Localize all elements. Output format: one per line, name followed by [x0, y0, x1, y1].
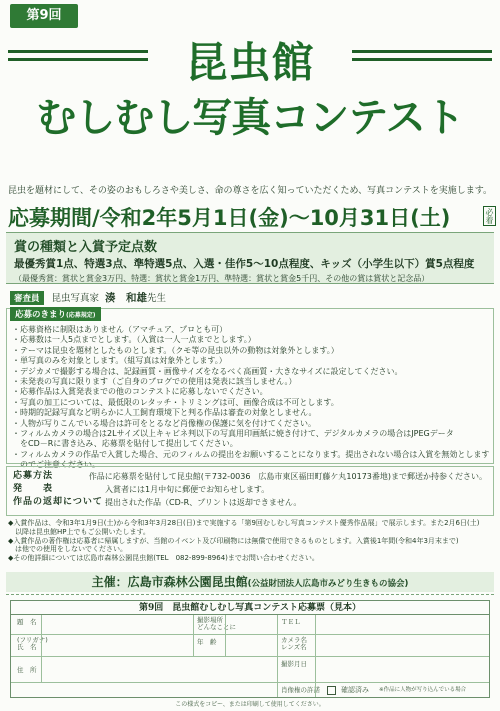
form-divider [225, 615, 226, 657]
form-title: 第9回 昆虫館むしむし写真コンテスト応募票（見本） [11, 601, 489, 615]
apply-value: 入賞者には1月中旬に郵便でお知らせします。 [105, 485, 270, 494]
form-label-title: 題 名 [17, 618, 37, 626]
intro-text: 昆虫を題材にして、その姿のおもしろさや美しさ、命の尊さを広く知っていただくため、写真コンテストを実施します。 [8, 186, 493, 196]
judge-line [10, 290, 490, 304]
rule-item: ・写真の加工については、最低限のレタッチ・トリミングは可、画像合成は不可とします。 [12, 397, 339, 407]
rule-item: ・フィルムカメラの場合は2Lサイズ以上キャビネ判以下の写真用印画紙に焼き付けて、デジタルカメラの場合はJPEGデータ [12, 429, 454, 439]
prize-heading: 賞の種類と入賞予定点数 [14, 240, 158, 255]
form-divider [315, 615, 316, 697]
apply-key: 応募方法 [13, 471, 54, 481]
apply-row-method [13, 470, 487, 483]
judge-tag: 審査員 [10, 291, 44, 305]
application-info [6, 466, 494, 516]
apply-key: 発 表 [13, 484, 54, 494]
rule-item: ・未発表の写真に限ります（ご自身のブログでの使用は発表に該当しません。） [12, 377, 297, 387]
entry-form-sample [10, 600, 490, 698]
form-footer-note: この様式をコピー、または印刷して使用してください。 [175, 701, 325, 708]
rule-item: ・単写真のみを対象とします。（組写真は対象外とします。） [12, 356, 227, 366]
rule-item: のでご注意ください。 [12, 460, 100, 470]
cut-line [6, 594, 494, 595]
notes-list [8, 519, 494, 563]
form-label-furigana: (フリガナ) 氏 名 [17, 636, 48, 651]
rules-tag-note: (応募規定) [66, 312, 96, 319]
decorative-rule-left [8, 50, 148, 61]
rules-tag-label: 応募のきまり [15, 310, 67, 320]
prize-summary: 最優秀賞1点、特選3点、準特選5点、入選・佳作5～10点程度、キッズ（小学生以下）賞5点程度 [14, 258, 475, 270]
form-label-age: 年 齢 [197, 638, 217, 646]
apply-key: 作品の返却について [13, 497, 103, 507]
note-item: 以降は昆虫館HP上でもご公開いたします。 [8, 527, 150, 536]
form-label-address: 住 所 [17, 666, 37, 674]
rule-item: ・フィルムカメラの作品で入賞した場合、元のフィルムの提出をお願いすることになります。提出されない場合は入賞を無効とします [12, 449, 490, 459]
form-check-label: 確認済み [341, 686, 369, 694]
form-label-tel: ＴＥＬ [281, 618, 301, 626]
form-row-portrait [11, 683, 489, 698]
organizer-banner [6, 572, 494, 592]
rule-item: ・デジカメで撮影する場合は、記録画質・画像サイズをなるべく高画質・大きなサイズに設定してください。 [12, 366, 403, 376]
apply-value: 提出された作品（CD-R、プリントは返却できません。 [105, 498, 302, 507]
apply-row-return [13, 496, 487, 509]
period-value: /令和2年5月1日(金)～10月31日(土) [92, 206, 451, 230]
rules-list [12, 325, 490, 471]
form-row-address [11, 657, 489, 683]
form-label-camera: カメラ名 レンズ名 [281, 636, 307, 651]
form-check-note: ※作品に人物が写り込んでいる場合 [379, 687, 467, 693]
period-note: 必着 [485, 208, 494, 224]
rule-item: ・応募数は一人5点までとします。（入賞は一人一点までとします。） [12, 335, 256, 345]
note-item: ◆入賞作品は、令和3年1月9日(土)から令和3年3月28日(日)まで実施する「第9回むしむし写真コンテスト優秀作品展」で展示します。また2月6日(土) [8, 519, 480, 527]
period-label: 応募期間 [8, 206, 92, 230]
note-item: は他での使用をしないでください。 [8, 545, 127, 554]
form-divider [41, 615, 42, 683]
form-row-name [11, 635, 489, 657]
judge-title: 昆虫写真家 [51, 293, 100, 304]
form-divider [193, 615, 194, 657]
contest-title: むしむし写真コンテスト [36, 95, 464, 141]
organizer-sub: (公益財団法人広島市みどり生きもの協会) [247, 579, 409, 589]
portrait-checkbox[interactable] [327, 686, 336, 695]
form-divider [277, 615, 278, 697]
edition-badge: 第9回 [10, 4, 78, 28]
organizer-main: 主催：広島市森林公園昆虫館 [91, 575, 248, 589]
judge-name: 湊 和雄 [105, 292, 148, 304]
main-title: 昆虫館 [185, 38, 315, 87]
application-period [8, 202, 498, 228]
apply-row-announcement [13, 483, 487, 496]
form-row-title [11, 615, 489, 635]
rule-item: ・応募資格に制限はありません（アマチュア、プロとも可） [12, 325, 228, 334]
form-label-date: 撮影月日 [281, 660, 307, 668]
apply-value: 作品に応募票を貼付して昆虫館(〒732-0036 広島市東区福田町藤ケ丸10173番地)まで郵送か持参ください。 [88, 472, 487, 481]
decorative-rule-right [352, 50, 492, 61]
form-label-portrait: 肖像権の許諾 [281, 686, 320, 694]
rule-item: ・応募作品は入賞発表までの他のコンテストに応募しないでください。 [12, 387, 268, 397]
judge-suffix: 先生 [147, 293, 167, 304]
rule-item: ・人物が写りこんでいる場合は許可をとるなど肖像権の保護に気を付けてください。 [12, 418, 316, 428]
note-item: ◆その他詳細については広島市森林公園昆虫館(TEL 082-899-8964)までお問い合わせください。 [8, 554, 319, 563]
rule-item: ・時期的記録写真など明らかに人工飼育環境下と判る作品は審査の対象としません。 [12, 408, 317, 418]
rule-item: ・テーマは昆虫を題材としたものとします。（クモ等の昆虫以外の動物は対象外とします。） [12, 345, 339, 355]
rule-item: をCD－Rに書き込み、応募票を貼付して提出してください。 [12, 439, 238, 449]
rules-tag [10, 307, 101, 321]
form-label-place: 撮影場所 どんなことに [197, 616, 236, 631]
prize-details: （最優秀賞：賞状と賞金3万円、特選：賞状と賞金1万円、準特選：賞状と賞金5千円、その他の賞は賞状と記念品） [14, 274, 430, 283]
prize-section [6, 232, 494, 284]
title-banner [8, 34, 492, 87]
note-item: ◆入賞作品の著作権は応募者に帰属しますが、当館のイベント及び印刷物には無償で使用できるものとします。入賞後1年間(令和4年3月末まで) [8, 536, 459, 545]
